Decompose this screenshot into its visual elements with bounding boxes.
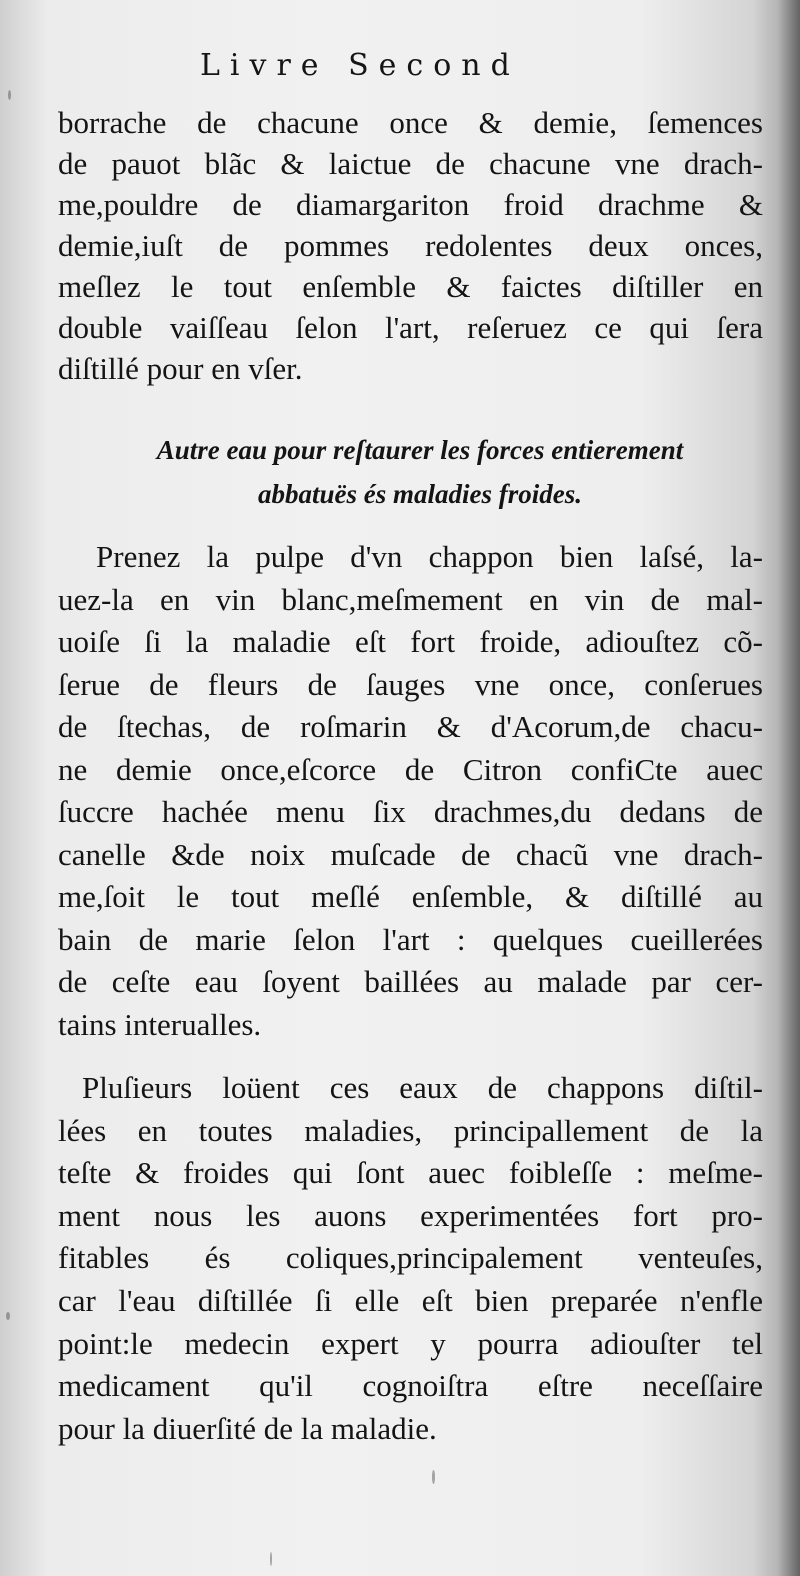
page-gutter-shadow xyxy=(778,0,800,1576)
paragraph-2 xyxy=(58,536,763,1046)
text-line: canelle &de noix muſcade de chacũ vne drach- xyxy=(58,836,763,872)
text-line: tains interualles. xyxy=(58,1006,262,1042)
text-line: me,ſoit le tout meſlé enſemble, & diſtillé au xyxy=(58,879,763,914)
text-line: fitables és coliques,principalement venteuſes, xyxy=(58,1240,763,1276)
text-line: meſlez le tout enſemble & faictes diſtiller en xyxy=(58,269,763,304)
text-line: medicament qu'il cognoiſtra eſtre neceſſaire xyxy=(58,1368,763,1404)
text-line: ſerue de fleurs de ſauges vne once, conſerues xyxy=(58,666,763,702)
text-line: ment nous les auons experimentées fort pro- xyxy=(58,1197,763,1233)
text-line: point:le medecin expert y pourra adiouſter tel xyxy=(58,1325,763,1361)
text-line: de ceſte eau ſoyent baillées au malade par cer- xyxy=(58,964,763,999)
heading-line: abbatuës és maladies froides. xyxy=(258,479,582,509)
running-head: Livre Second xyxy=(200,48,520,83)
text-line: diſtillé pour en vſer. xyxy=(58,351,303,386)
ink-speck xyxy=(8,90,11,100)
text-line: uoiſe ſi la maladie eſt fort froide, adiouſtez cõ- xyxy=(58,624,763,659)
text-line: double vaiſſeau ſelon l'art, reſeruez ce qui ſera xyxy=(58,310,763,345)
text-line: ne demie once,eſcorce de Citron confiCte auec xyxy=(58,751,763,787)
ink-speck xyxy=(270,1552,272,1566)
paragraph-1 xyxy=(58,102,763,389)
text-line: Prenez la pulpe d'vn chappon bien laſsé, la- xyxy=(96,539,763,574)
ink-speck xyxy=(6,1312,10,1320)
text-line: de ſtechas, de roſmarin & d'Acorum,de chacu- xyxy=(58,709,763,744)
text-line: uez-la en vin blanc,meſmement en vin de mal- xyxy=(58,581,763,617)
text-line: borrache de chacune once & demie, ſemences xyxy=(58,105,763,140)
text-line: me,pouldre de diamargariton froid drachme & xyxy=(58,187,763,222)
text-line: ſuccre hachée menu ſix drachmes,du dedans de xyxy=(58,794,763,829)
text-line: lées en toutes maladies, principallement de la xyxy=(58,1112,763,1148)
ink-speck xyxy=(432,1470,435,1484)
text-line: demie,iuſt de pommes redolentes deux onces, xyxy=(58,228,763,263)
section-heading xyxy=(100,428,740,516)
text-line: bain de marie ſelon l'art : quelques cueillerées xyxy=(58,921,763,957)
text-line: teſte & froides qui ſont auec foibleſſe : meſme- xyxy=(58,1155,763,1191)
text-line: Pluſieurs loüent ces eaux de chappons diſtil- xyxy=(82,1070,763,1105)
paragraph-3 xyxy=(58,1067,763,1450)
text-line: car l'eau diſtillée ſi elle eſt bien preparée n'enfle xyxy=(58,1282,763,1318)
text-line: de pauot blãc & laictue de chacune vne drach- xyxy=(58,146,763,181)
text-line: pour la diuerſité de la maladie. xyxy=(58,1410,437,1446)
heading-line: Autre eau pour reſtaurer les forces entierement xyxy=(156,435,684,465)
